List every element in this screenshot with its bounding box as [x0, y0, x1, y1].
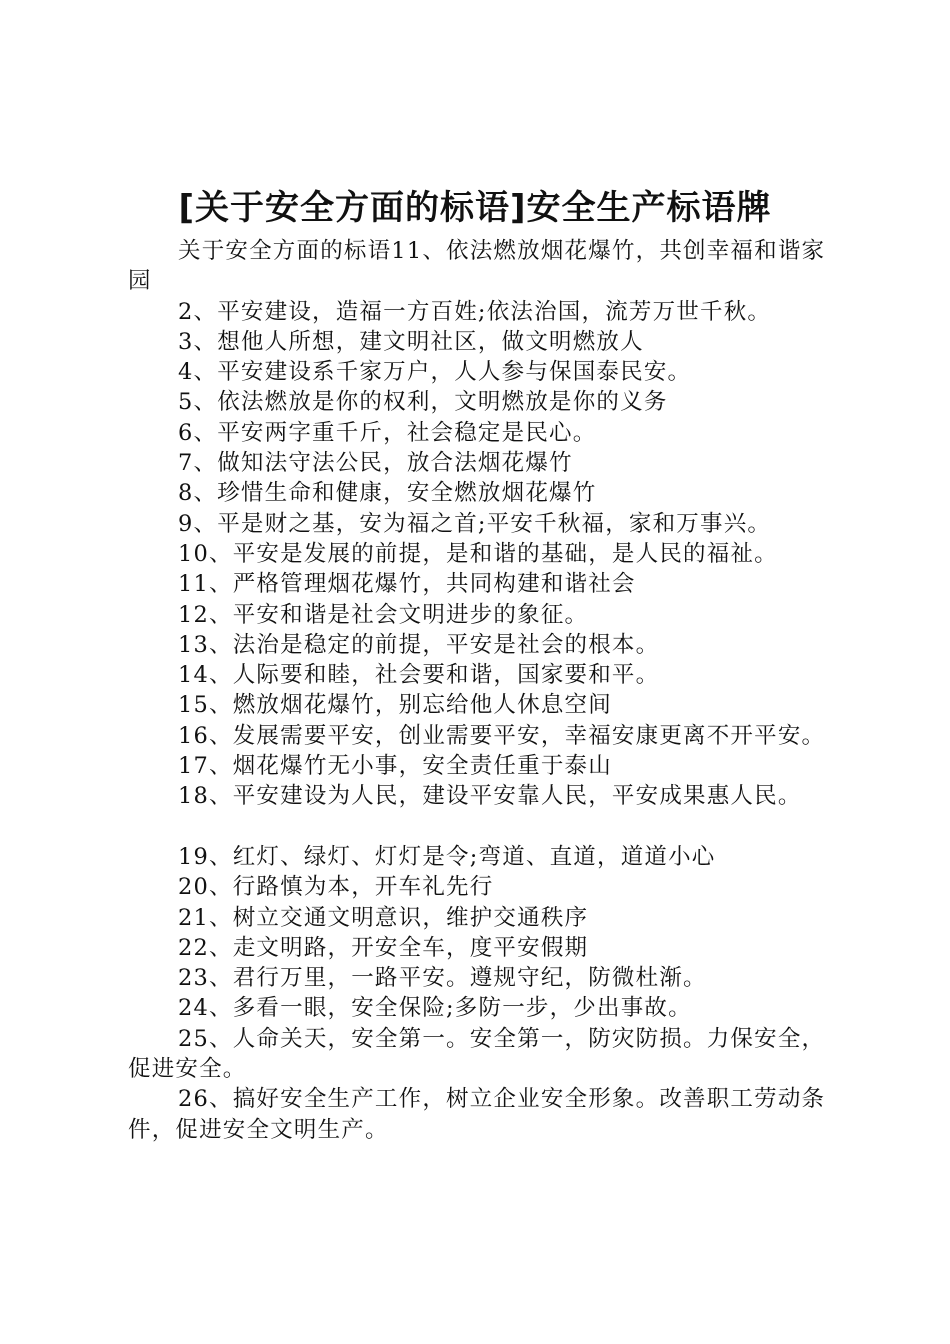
paragraph: 9、平是财之基，安为福之首;平安千秋福，家和万事兴。: [178, 510, 772, 537]
document-title: [关于安全方面的标语]安全生产标语牌: [178, 188, 772, 228]
blank-line: [128, 812, 833, 842]
paragraph: 4、平安建设系千家万户，人人参与保国泰民安。: [178, 359, 692, 386]
paragraph: 2、平安建设，造福一方百姓;依法治国，流芳万世千秋。: [178, 298, 772, 325]
paragraph: 19、红灯、绿灯、灯灯是令;弯道、直道，道道小心: [178, 843, 716, 870]
paragraph: 14、人际要和睦，社会要和谐，国家要和平。: [178, 662, 660, 689]
paragraph: 21、树立交通文明意识，维护交通秩序: [178, 904, 589, 931]
paragraph: 关于安全方面的标语11、依法燃放烟花爆竹，共创幸福和谐家园: [128, 238, 826, 295]
paragraph: 3、想他人所想，建文明社区，做文明燃放人: [178, 328, 644, 355]
paragraph: 10、平安是发展的前提，是和谐的基础，是人民的福祉。: [178, 540, 778, 567]
paragraph: 6、平安两字重千斤，社会稳定是民心。: [178, 419, 597, 446]
paragraph: 13、法治是稳定的前提，平安是社会的根本。: [178, 631, 660, 658]
paragraph: 15、燃放烟花爆竹，别忘给他人休息空间: [178, 692, 612, 719]
paragraph: 11、严格管理烟花爆竹，共同构建和谐社会: [178, 571, 636, 598]
document-body: [128, 236, 833, 1145]
paragraph: 17、烟花爆竹无小事，安全责任重于泰山: [178, 753, 612, 780]
paragraph: 24、多看一眼，安全保险;多防一步，少出事故。: [178, 995, 692, 1022]
paragraph: 23、君行万里，一路平安。遵规守纪，防微杜渐。: [178, 965, 707, 992]
paragraph: 26、搞好安全生产工作，树立企业安全形象。改善职工劳动条件，促进安全文明生产。: [128, 1086, 826, 1143]
paragraph: 22、走文明路，开安全车，度平安假期: [178, 934, 589, 961]
paragraph: 7、做知法守法公民，放合法烟花爆竹: [178, 450, 573, 477]
paragraph: 25、人命关天，安全第一。安全第一，防灾防损。力保安全，促进安全。: [128, 1025, 826, 1083]
paragraph: 20、行路慎为本，开车礼先行: [178, 874, 494, 901]
paragraph: 5、依法燃放是你的权利，文明燃放是你的义务: [178, 389, 668, 416]
paragraph: 18、平安建设为人民，建设平安靠人民，平安成果惠人民。: [178, 783, 802, 810]
paragraph: 12、平安和谐是社会文明进步的象征。: [178, 601, 589, 628]
paragraph: 16、发展需要平安，创业需要平安，幸福安康更离不开平安。: [178, 722, 826, 749]
paragraph: 8、珍惜生命和健康，安全燃放烟花爆竹: [178, 480, 597, 507]
